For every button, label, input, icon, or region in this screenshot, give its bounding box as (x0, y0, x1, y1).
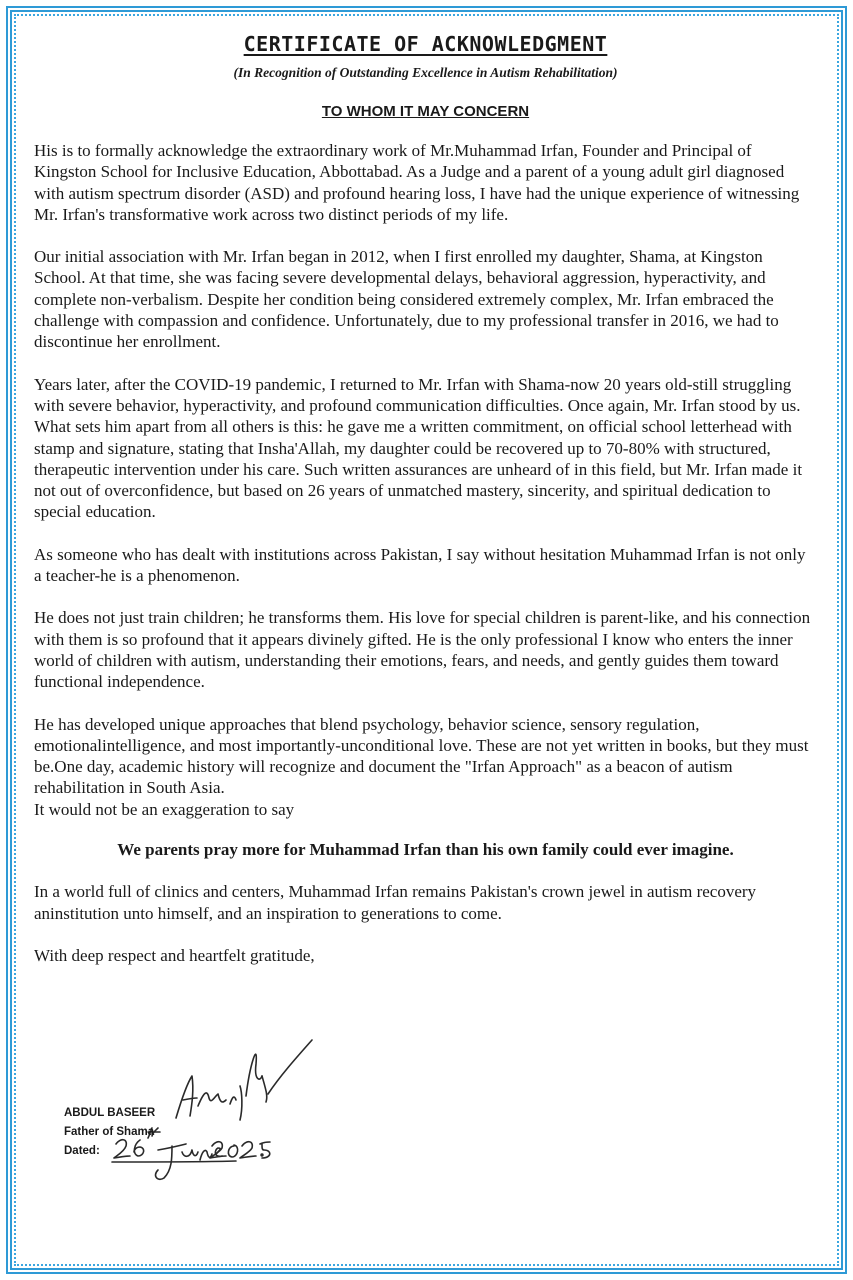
paragraph-introduction: His is to formally acknowledge the extraordinary work of Mr.Muhammad Irfan, Founder and Principal of Kingston School for Inclusive Education, Abbottabad. As a Judge and a parent of a young adult girl diagnosed with autism spectrum disorder (ASD) and profound hearing loss, I have had the unique experience of witnessing Mr. Irfan's transformative work across two distinct periods of my life. (34, 141, 800, 224)
paragraph-return: Years later, after the COVID-19 pandemic, I returned to Mr. Irfan with Shama-now 20 years old-still struggling with severe behavior, hyperactivity, and profound communication difficulties. Once again, Mr. Irfan stood by us. What sets him apart from all others is this: he gave me a written commitment, on official school letterhead with stamp and signature, stating that Insha'Allah, my daughter could be recovered up to 70-80% with structured, therapeutic intervention under his care. Such written assurances are unheard of in this field, but Mr. Irfan made it not out of overconfidence, but based on 26 years of unmatched mastery, sincerity, and spiritual dedication to special education. (34, 374, 803, 522)
signatory-relation: Father of Shama (64, 1126, 155, 1138)
signatory-name: ABDUL BASEER (64, 1107, 156, 1119)
paragraph-approaches: He has developed unique approaches that blend psychology, behavior science, sensory regulation, emotionalintelligence, and most importantly-unconditional love. These are not yet written in books, but they must be.One day, academic history will recognize and document the "Irfan Approach" as a beacon of autism rehabilitation in South Asia. (34, 714, 809, 798)
highlight-statement: We parents pray more for Muhammad Irfan than his own family could ever imagine. (117, 840, 734, 860)
salutation-heading: TO WHOM IT MAY CONCERN (321, 103, 530, 120)
paragraph-exaggeration: It would not be an exaggeration to say (34, 799, 295, 819)
paragraph-transforms: He does not just train children; he transforms them. His love for special children is parent-like, and his connection with them is so profound that it appears divinely gifted. He is the only professional I know who enters the inner world of children with autism, understanding their emotions, fears, and needs, and gently guides them toward functional independence. (34, 608, 811, 692)
closing-line: With deep respect and heartfelt gratitude, (34, 945, 315, 965)
signature-block (64, 1104, 155, 1161)
certificate-title: CERTIFICATE OF ACKNOWLEDGMENT (243, 32, 608, 56)
paragraph-initial-association: Our initial association with Mr. Irfan began in 2012, when I first enrolled my daughter, Shama, at Kingston School. At that time, she was facing severe developmental delays, behavioral aggression, hyperactivity, and complete non-verbalism. Despite her condition being considered extremely complex, Mr. Irfan embraced the challenge with compassion and confidence. Unfortunately, due to my professional transfer in 2016, we had to discontinue her enrollment. (34, 247, 779, 352)
certificate-subtitle: (In Recognition of Outstanding Excellence in Autism Rehabilitation) (233, 65, 618, 80)
paragraph-crown-jewel: In a world full of clinics and centers, Muhammad Irfan remains Pakistan's crown jewel in autism recovery aninstitution unto himself, and an inspiration to generations to come. (34, 882, 757, 923)
dated-label: Dated: (64, 1145, 100, 1157)
paragraph-phenomenon: As someone who has dealt with institutions across Pakistan, I say without hesitation Muhammad Irfan is not only a teacher-he is a phenomenon. (34, 544, 806, 586)
